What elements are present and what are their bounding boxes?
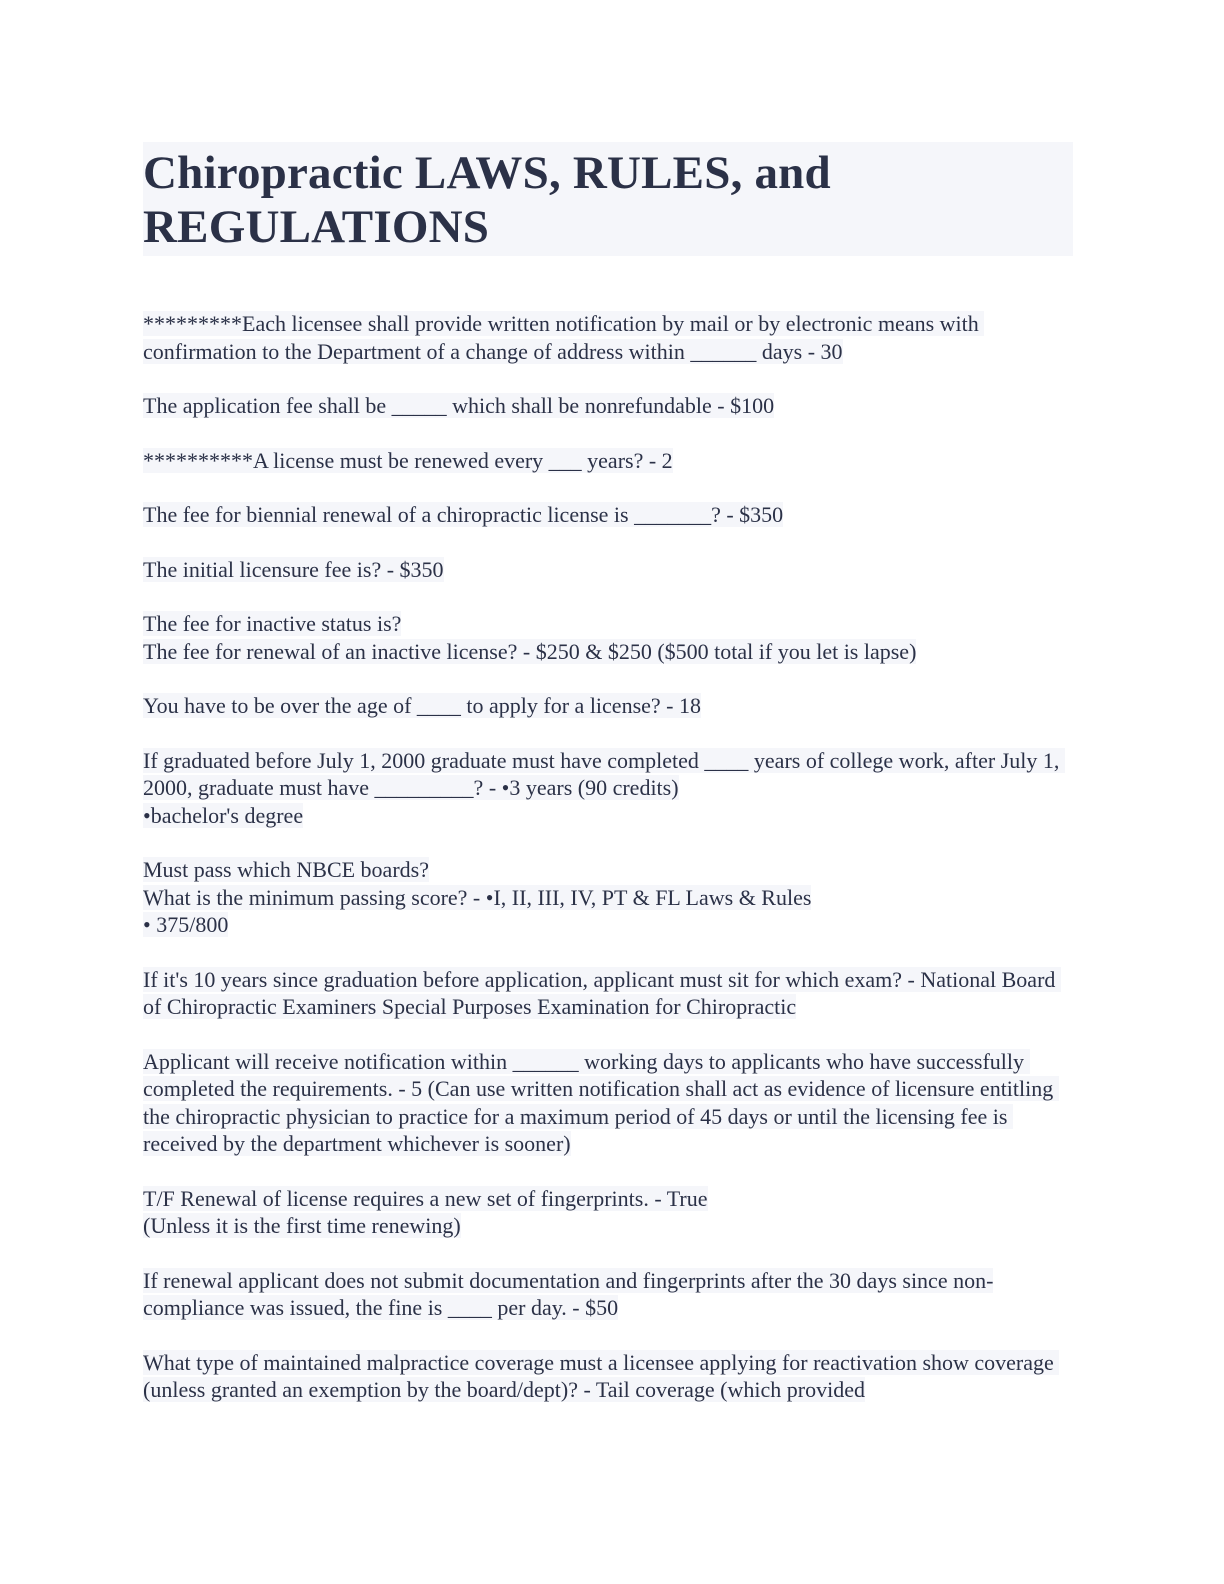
page-title: Chiropractic LAWS, RULES, and REGULATIONS (143, 147, 831, 253)
flashcard-entry (143, 392, 1073, 420)
entry-text: You have to be over the age of ____ to apply for a license? - 18 (143, 693, 701, 718)
flashcard-entry (143, 856, 1073, 939)
entry-text: The application fee shall be _____ which shall be nonrefundable - $100 (143, 393, 775, 418)
entry-text: Applicant will receive notification within ______ working days to applicants who have successfully completed the requirements. - 5 (Can use written notification shall act as evidence of licensure entitling the chiropractic physician to practice for a maximum period of 45 days or until the licensing fee is received by the department whichever is sooner) (143, 1048, 1059, 1156)
flashcard-entry (143, 501, 1073, 529)
flashcard-list (143, 310, 1073, 1404)
flashcard-entry (143, 556, 1073, 584)
flashcard-entry (143, 1349, 1073, 1404)
entry-text: What type of maintained malpractice coverage must a licensee applying for reactivation show coverage (unless granted an exemption by the board/dept)? - Tail coverage (which provided (143, 1349, 1060, 1402)
title-block (143, 142, 1073, 256)
entry-text: Must pass which NBCE boards? What is the minimum passing score? - •I, II, III, IV, PT & FL Laws & Rules • 375/800 (143, 857, 812, 937)
flashcard-entry (143, 966, 1073, 1021)
flashcard-entry (143, 447, 1073, 475)
entry-text: The initial licensure fee is? - $350 (143, 556, 444, 582)
entry-text: If renewal applicant does not submit documentation and fingerprints after the 30 days since non-compliance was issued, the fine is ____ per day. - $50 (143, 1267, 994, 1320)
flashcard-entry (143, 610, 1073, 665)
entry-text: The fee for biennial renewal of a chiropractic license is _______? - $350 (143, 502, 784, 527)
entry-text: T/F Renewal of license requires a new set of fingerprints. - True (Unless it is the first time renewing) (143, 1185, 708, 1238)
flashcard-entry (143, 747, 1073, 830)
flashcard-entry (143, 692, 1073, 720)
entry-text: The fee for inactive status is? The fee for renewal of an inactive license? - $250 & $250 ($500 total if you let is lapse) (143, 611, 917, 664)
flashcard-entry (143, 310, 1073, 365)
entry-text: *********Each licensee shall provide written notification by mail or by electronic means with confirmation to the Department of a change of address within ______ days - 30 (143, 311, 985, 364)
entry-text: If it's 10 years since graduation before application, applicant must sit for which exam? - National Board of Chiropractic Examiners Special Purposes Examination for Chiropractic (143, 966, 1061, 1019)
entry-text: **********A license must be renewed every ___ years? - 2 (143, 447, 673, 473)
document-page (143, 142, 1073, 1431)
entry-text: If graduated before July 1, 2000 graduate must have completed ____ years of college work, after July 1, 2000, graduate must have _________? - •3 years (90 credits) •bachelor's degree (143, 748, 1065, 828)
flashcard-entry (143, 1267, 1073, 1322)
flashcard-entry (143, 1048, 1073, 1158)
flashcard-entry (143, 1185, 1073, 1240)
